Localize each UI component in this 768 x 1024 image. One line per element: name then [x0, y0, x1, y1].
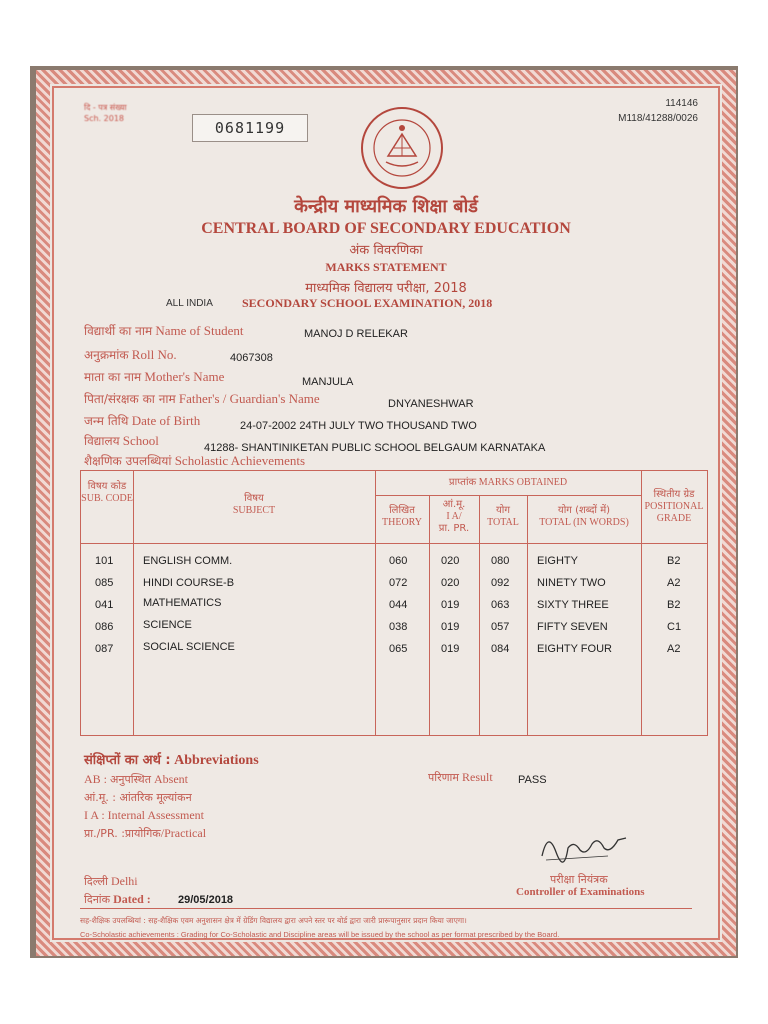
- header-theory: [375, 505, 429, 529]
- document-title-english: MARKS STATEMENT: [325, 260, 447, 274]
- cell-ia: 019: [441, 643, 460, 655]
- header-hindi: विषय: [244, 493, 264, 504]
- header-english: SUBJECT: [232, 505, 276, 516]
- exam-name-hindi: माध्यमिक विद्यालय परीक्षा, 2018: [305, 281, 467, 296]
- student-name-value: MANOJ D RELEKAR: [304, 328, 408, 340]
- reference-code: M118/41288/0026: [618, 113, 698, 124]
- table-divider: [527, 495, 528, 735]
- stamp-line: Sch. 2018: [84, 114, 124, 123]
- student-name-label: [84, 322, 243, 339]
- cell-grade: B2: [667, 555, 681, 567]
- header-positional-grade: [641, 489, 707, 525]
- abbr-practical: [84, 826, 206, 841]
- father-name-value: DNYANESHWAR: [388, 398, 474, 410]
- header-hindi: आं.मू.: [442, 499, 466, 510]
- header-total: [479, 505, 527, 529]
- cell-total: 080: [491, 555, 510, 567]
- cell-subject: SCIENCE: [143, 619, 192, 631]
- cell-theory: 038: [389, 621, 408, 633]
- header-english: TOTAL (IN WORDS): [539, 517, 629, 528]
- cell-subject: MATHEMATICS: [143, 597, 222, 609]
- serial-number: 0681199: [214, 119, 286, 137]
- cell-words: EIGHTY: [537, 555, 578, 567]
- abbreviations-heading: [84, 750, 259, 769]
- abbr-english: Absent: [153, 772, 188, 786]
- label-english: Father's / Guardian's Name: [178, 391, 320, 406]
- header-subject: [133, 493, 375, 517]
- label-hindi: पिता/संरक्षक का नाम: [84, 392, 176, 406]
- result-hindi: परिणाम: [428, 771, 459, 784]
- cell-theory: 060: [389, 555, 408, 567]
- dob-label: [84, 412, 200, 429]
- abbr-hindi: अनुपस्थित: [110, 773, 151, 786]
- cell-ia: 020: [441, 555, 460, 567]
- abbr-absent: [84, 772, 188, 787]
- cell-theory: 072: [389, 577, 408, 589]
- signature-icon: [538, 826, 630, 866]
- exam-name-english: SECONDARY SCHOOL EXAMINATION, 2018: [242, 296, 493, 310]
- date-value: 29/05/2018: [178, 894, 234, 906]
- place-english: Delhi: [110, 874, 138, 888]
- cell-grade: C1: [667, 621, 682, 633]
- header-hindi: विषय कोड: [87, 481, 127, 492]
- reference-block: [618, 96, 698, 126]
- cell-total: 063: [491, 599, 510, 611]
- serial-number-box: [192, 114, 308, 142]
- cell-ia: 019: [441, 599, 460, 611]
- header-hindi: प्राप्तांक: [448, 477, 477, 488]
- abbr-ia-english: I A : Internal Assessment: [84, 808, 204, 822]
- cell-words: SIXTY THREE: [537, 599, 609, 611]
- result-english: Result: [461, 770, 493, 784]
- label-english: Scholastic Achievements: [174, 453, 306, 468]
- header-pr: प्रा. PR.: [438, 523, 470, 534]
- stamp-line: दि - पत्र संख्या: [84, 103, 127, 112]
- label-english: Mother's Name: [144, 369, 225, 384]
- table-divider: [479, 495, 480, 735]
- label-hindi: विद्यालय: [84, 434, 120, 448]
- header-english: POSITIONAL GRADE: [644, 501, 704, 524]
- top-left-stamp: [84, 102, 194, 124]
- cell-subject: ENGLISH COMM.: [143, 555, 233, 567]
- cell-code: 086: [95, 621, 114, 633]
- header-english: THEORY: [382, 517, 422, 528]
- cell-code: 101: [95, 555, 114, 567]
- school-label: [84, 432, 159, 449]
- dated-hindi: दिनांक: [84, 893, 111, 906]
- cell-subject: HINDI COURSE-B: [143, 577, 235, 589]
- abbr-key: प्रा./PR. :: [84, 827, 125, 840]
- controller-english: Controller of Examinations: [516, 886, 645, 898]
- board-name-hindi: केन्द्रीय माध्यमिक शिक्षा बोर्ड: [294, 196, 478, 217]
- header-english: SUB. CODE: [81, 493, 133, 504]
- all-india-label: ALL INDIA: [166, 298, 213, 309]
- abbr-text: आं.मू. : आंतरिक मूल्यांकन: [84, 791, 192, 804]
- table-divider: [375, 495, 641, 496]
- cell-grade: B2: [667, 599, 681, 611]
- label-hindi: अनुक्रमांक: [84, 348, 129, 362]
- cell-code: 087: [95, 643, 114, 655]
- abbr-english: /Practical: [160, 826, 207, 840]
- marks-table: [80, 470, 708, 736]
- reference-top: 114146: [665, 98, 698, 109]
- label-hindi: जन्म तिथि: [84, 414, 129, 428]
- father-name-label: [84, 390, 320, 407]
- label-hindi: माता का नाम: [84, 370, 142, 384]
- heading-hindi: संक्षिप्तों का अर्थ :: [84, 753, 171, 768]
- cell-subject: SOCIAL SCIENCE: [143, 641, 235, 653]
- table-header-bottom: [81, 543, 707, 544]
- header-english: I A/: [446, 511, 462, 522]
- header-total-words: [527, 505, 641, 529]
- certificate-inner: [52, 86, 720, 940]
- label-english: Roll No.: [131, 347, 177, 362]
- heading-english: Abbreviations: [174, 753, 259, 768]
- board-name-english: CENTRAL BOARD OF SECONDARY EDUCATION: [201, 220, 571, 237]
- cell-words: EIGHTY FOUR: [537, 643, 612, 655]
- cbse-emblem-icon: [358, 104, 446, 192]
- header-hindi: स्थितीय ग्रेड: [653, 489, 695, 500]
- document-title-hindi: अंक विवरणिका: [349, 243, 423, 258]
- header-hindi: लिखित: [389, 505, 415, 516]
- school-value: 41288- SHANTINIKETAN PUBLIC SCHOOL BELGAUM KARNATAKA: [204, 442, 546, 454]
- header-hindi: योग: [495, 505, 511, 516]
- cell-ia: 019: [441, 621, 460, 633]
- cell-theory: 065: [389, 643, 408, 655]
- cell-theory: 044: [389, 599, 408, 611]
- label-english: Date of Birth: [131, 413, 201, 428]
- cell-ia: 020: [441, 577, 460, 589]
- dob-value: 24-07-2002 24TH JULY TWO THOUSAND TWO: [240, 420, 477, 432]
- label-english: School: [122, 433, 159, 448]
- cell-code: 085: [95, 577, 114, 589]
- footer-divider: [80, 908, 692, 909]
- dated-english: Dated :: [113, 892, 151, 906]
- scholastic-achievements-label: [84, 452, 305, 469]
- label-english: Name of Student: [155, 323, 244, 338]
- mother-name-value: MANJULA: [302, 376, 354, 388]
- header-hindi: योग (शब्दों में): [557, 505, 611, 516]
- footer-note-english: Co-Scholastic achievements : Grading for Co-Scholastic and Discipline areas will be issued by the school as per format prescribed by the Board.: [80, 930, 560, 939]
- header-ia: [429, 499, 479, 535]
- header-marks-obtained: [375, 477, 641, 489]
- place-hindi: दिल्ली: [84, 875, 108, 888]
- cell-words: FIFTY SEVEN: [537, 621, 608, 633]
- abbr-hindi: प्रायोगिक: [124, 827, 161, 840]
- cell-total: 057: [491, 621, 510, 633]
- header-english: MARKS OBTAINED: [478, 477, 568, 488]
- controller-hindi: परीक्षा नियंत्रक: [550, 873, 608, 886]
- place-label: [84, 874, 138, 889]
- cell-grade: A2: [667, 577, 681, 589]
- cell-total: 092: [491, 577, 510, 589]
- roll-number-value: 4067308: [230, 352, 273, 364]
- cell-words: NINETY TWO: [537, 577, 606, 589]
- label-hindi: विद्यार्थी का नाम: [84, 324, 153, 338]
- cell-code: 041: [95, 599, 114, 611]
- header-english: TOTAL: [487, 517, 519, 528]
- abbr-ia-hindi: [84, 790, 192, 805]
- mother-name-label: [84, 368, 224, 385]
- dated-label: [84, 892, 151, 907]
- result-value: PASS: [518, 774, 547, 786]
- abbr-key: AB :: [84, 772, 108, 786]
- marks-certificate: [36, 70, 736, 956]
- header-sub-code: [81, 481, 133, 505]
- label-hindi: शैक्षणिक उपलब्धियां: [84, 454, 172, 468]
- cell-total: 084: [491, 643, 510, 655]
- cell-grade: A2: [667, 643, 681, 655]
- roll-number-label: [84, 346, 177, 363]
- footer-note-hindi: सह-शैक्षिक उपलब्धियां : सह-शैक्षिक एवम अनुशासन क्षेत्र में ग्रेडिंग विद्यालय द्वारा अपने स्तर पर बोर्ड द्वारा जारी प्रारूपानुसार प्रदान किया जाएगा।: [80, 916, 467, 925]
- result-label: [428, 770, 493, 785]
